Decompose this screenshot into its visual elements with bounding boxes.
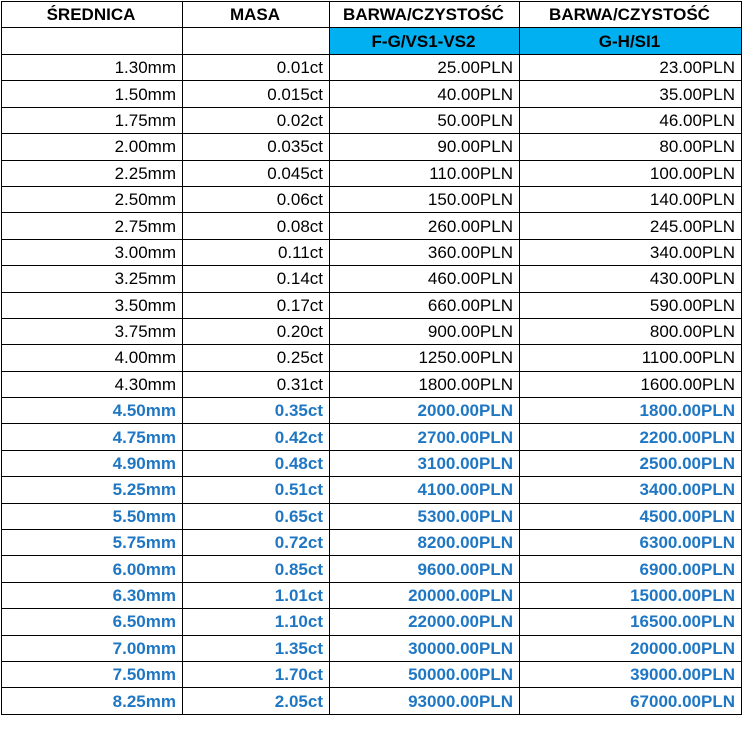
price-gh-cell: 67000.00PLN xyxy=(520,688,742,714)
price-gh-cell: 1800.00PLN xyxy=(520,398,742,424)
grade-empty-2 xyxy=(183,28,330,55)
table-row xyxy=(2,609,742,635)
price-gh-cell: 6900.00PLN xyxy=(520,556,742,582)
diameter-cell: 6.50mm xyxy=(2,609,183,635)
header-mass: MASA xyxy=(183,2,330,28)
price-gh-cell: 23.00PLN xyxy=(520,55,742,81)
mass-cell: 0.42ct xyxy=(183,424,330,450)
diameter-cell: 4.30mm xyxy=(2,371,183,397)
table-row xyxy=(2,477,742,503)
diameter-cell: 8.25mm xyxy=(2,688,183,714)
mass-cell: 1.35ct xyxy=(183,635,330,661)
price-fg-cell: 25.00PLN xyxy=(330,55,520,81)
price-gh-cell: 4500.00PLN xyxy=(520,503,742,529)
grade-fg-vs: F-G/VS1-VS2 xyxy=(330,28,520,55)
header-row xyxy=(2,2,742,28)
price-gh-cell: 800.00PLN xyxy=(520,318,742,344)
table-row xyxy=(2,450,742,476)
mass-cell: 0.51ct xyxy=(183,477,330,503)
table-row xyxy=(2,503,742,529)
mass-cell: 1.70ct xyxy=(183,661,330,687)
price-gh-cell: 16500.00PLN xyxy=(520,609,742,635)
price-fg-cell: 260.00PLN xyxy=(330,213,520,239)
mass-cell: 0.01ct xyxy=(183,55,330,81)
table-row xyxy=(2,318,742,344)
diameter-cell: 4.00mm xyxy=(2,345,183,371)
price-gh-cell: 20000.00PLN xyxy=(520,635,742,661)
price-fg-cell: 1250.00PLN xyxy=(330,345,520,371)
price-rows xyxy=(2,55,742,715)
diameter-cell: 1.75mm xyxy=(2,107,183,133)
diameter-cell: 5.50mm xyxy=(2,503,183,529)
price-fg-cell: 2000.00PLN xyxy=(330,398,520,424)
table-row xyxy=(2,371,742,397)
price-fg-cell: 110.00PLN xyxy=(330,160,520,186)
mass-cell: 2.05ct xyxy=(183,688,330,714)
diameter-cell: 4.75mm xyxy=(2,424,183,450)
table-row xyxy=(2,424,742,450)
mass-cell: 0.015ct xyxy=(183,81,330,107)
mass-cell: 0.72ct xyxy=(183,530,330,556)
diameter-cell: 6.30mm xyxy=(2,582,183,608)
mass-cell: 0.035ct xyxy=(183,134,330,160)
table-row xyxy=(2,556,742,582)
price-gh-cell: 245.00PLN xyxy=(520,213,742,239)
table-row xyxy=(2,661,742,687)
mass-cell: 1.10ct xyxy=(183,609,330,635)
mass-cell: 0.35ct xyxy=(183,398,330,424)
header-color-clarity-2: BARWA/CZYSTOŚĆ xyxy=(520,2,742,28)
mass-cell: 0.11ct xyxy=(183,239,330,265)
price-fg-cell: 9600.00PLN xyxy=(330,556,520,582)
price-fg-cell: 1800.00PLN xyxy=(330,371,520,397)
diameter-cell: 7.00mm xyxy=(2,635,183,661)
mass-cell: 0.02ct xyxy=(183,107,330,133)
diameter-cell: 3.75mm xyxy=(2,318,183,344)
diameter-cell: 1.50mm xyxy=(2,81,183,107)
diameter-cell: 6.00mm xyxy=(2,556,183,582)
price-fg-cell: 93000.00PLN xyxy=(330,688,520,714)
price-gh-cell: 2500.00PLN xyxy=(520,450,742,476)
header-diameter: ŚREDNICA xyxy=(2,2,183,28)
diameter-cell: 5.75mm xyxy=(2,530,183,556)
table-row xyxy=(2,266,742,292)
diameter-cell: 7.50mm xyxy=(2,661,183,687)
price-fg-cell: 900.00PLN xyxy=(330,318,520,344)
price-gh-cell: 1100.00PLN xyxy=(520,345,742,371)
mass-cell: 0.31ct xyxy=(183,371,330,397)
diameter-cell: 3.50mm xyxy=(2,292,183,318)
price-fg-cell: 5300.00PLN xyxy=(330,503,520,529)
price-gh-cell: 1600.00PLN xyxy=(520,371,742,397)
table-row xyxy=(2,398,742,424)
diameter-cell: 3.00mm xyxy=(2,239,183,265)
price-fg-cell: 4100.00PLN xyxy=(330,477,520,503)
price-table xyxy=(1,1,742,715)
price-fg-cell: 90.00PLN xyxy=(330,134,520,160)
price-fg-cell: 360.00PLN xyxy=(330,239,520,265)
price-fg-cell: 3100.00PLN xyxy=(330,450,520,476)
table-row xyxy=(2,239,742,265)
mass-cell: 0.20ct xyxy=(183,318,330,344)
price-fg-cell: 40.00PLN xyxy=(330,81,520,107)
price-fg-cell: 30000.00PLN xyxy=(330,635,520,661)
price-gh-cell: 46.00PLN xyxy=(520,107,742,133)
table-row xyxy=(2,160,742,186)
table-row xyxy=(2,345,742,371)
table-row xyxy=(2,107,742,133)
price-fg-cell: 8200.00PLN xyxy=(330,530,520,556)
mass-cell: 0.08ct xyxy=(183,213,330,239)
price-fg-cell: 22000.00PLN xyxy=(330,609,520,635)
mass-cell: 0.85ct xyxy=(183,556,330,582)
price-fg-cell: 460.00PLN xyxy=(330,266,520,292)
price-fg-cell: 660.00PLN xyxy=(330,292,520,318)
grade-gh-si: G-H/SI1 xyxy=(520,28,742,55)
diameter-cell: 4.50mm xyxy=(2,398,183,424)
table-row xyxy=(2,213,742,239)
price-gh-cell: 3400.00PLN xyxy=(520,477,742,503)
diameter-cell: 2.50mm xyxy=(2,186,183,212)
table-row xyxy=(2,530,742,556)
price-fg-cell: 2700.00PLN xyxy=(330,424,520,450)
diameter-cell: 2.25mm xyxy=(2,160,183,186)
mass-cell: 0.25ct xyxy=(183,345,330,371)
grade-empty-1 xyxy=(2,28,183,55)
table-row xyxy=(2,635,742,661)
diameter-cell: 2.00mm xyxy=(2,134,183,160)
mass-cell: 1.01ct xyxy=(183,582,330,608)
mass-cell: 0.17ct xyxy=(183,292,330,318)
table-row xyxy=(2,134,742,160)
table-row xyxy=(2,186,742,212)
price-gh-cell: 590.00PLN xyxy=(520,292,742,318)
price-fg-cell: 50000.00PLN xyxy=(330,661,520,687)
price-gh-cell: 39000.00PLN xyxy=(520,661,742,687)
header-color-clarity-1: BARWA/CZYSTOŚĆ xyxy=(330,2,520,28)
price-gh-cell: 100.00PLN xyxy=(520,160,742,186)
table-row xyxy=(2,81,742,107)
table-row xyxy=(2,688,742,714)
price-fg-cell: 150.00PLN xyxy=(330,186,520,212)
mass-cell: 0.65ct xyxy=(183,503,330,529)
price-gh-cell: 2200.00PLN xyxy=(520,424,742,450)
grade-row xyxy=(2,28,742,55)
price-fg-cell: 50.00PLN xyxy=(330,107,520,133)
mass-cell: 0.14ct xyxy=(183,266,330,292)
diameter-cell: 4.90mm xyxy=(2,450,183,476)
price-gh-cell: 80.00PLN xyxy=(520,134,742,160)
price-gh-cell: 6300.00PLN xyxy=(520,530,742,556)
price-gh-cell: 140.00PLN xyxy=(520,186,742,212)
price-gh-cell: 430.00PLN xyxy=(520,266,742,292)
table-row xyxy=(2,55,742,81)
mass-cell: 0.045ct xyxy=(183,160,330,186)
table-row xyxy=(2,292,742,318)
diameter-cell: 3.25mm xyxy=(2,266,183,292)
price-gh-cell: 15000.00PLN xyxy=(520,582,742,608)
mass-cell: 0.06ct xyxy=(183,186,330,212)
diameter-cell: 2.75mm xyxy=(2,213,183,239)
price-gh-cell: 35.00PLN xyxy=(520,81,742,107)
mass-cell: 0.48ct xyxy=(183,450,330,476)
diameter-cell: 5.25mm xyxy=(2,477,183,503)
price-fg-cell: 20000.00PLN xyxy=(330,582,520,608)
table-row xyxy=(2,582,742,608)
price-gh-cell: 340.00PLN xyxy=(520,239,742,265)
diameter-cell: 1.30mm xyxy=(2,55,183,81)
